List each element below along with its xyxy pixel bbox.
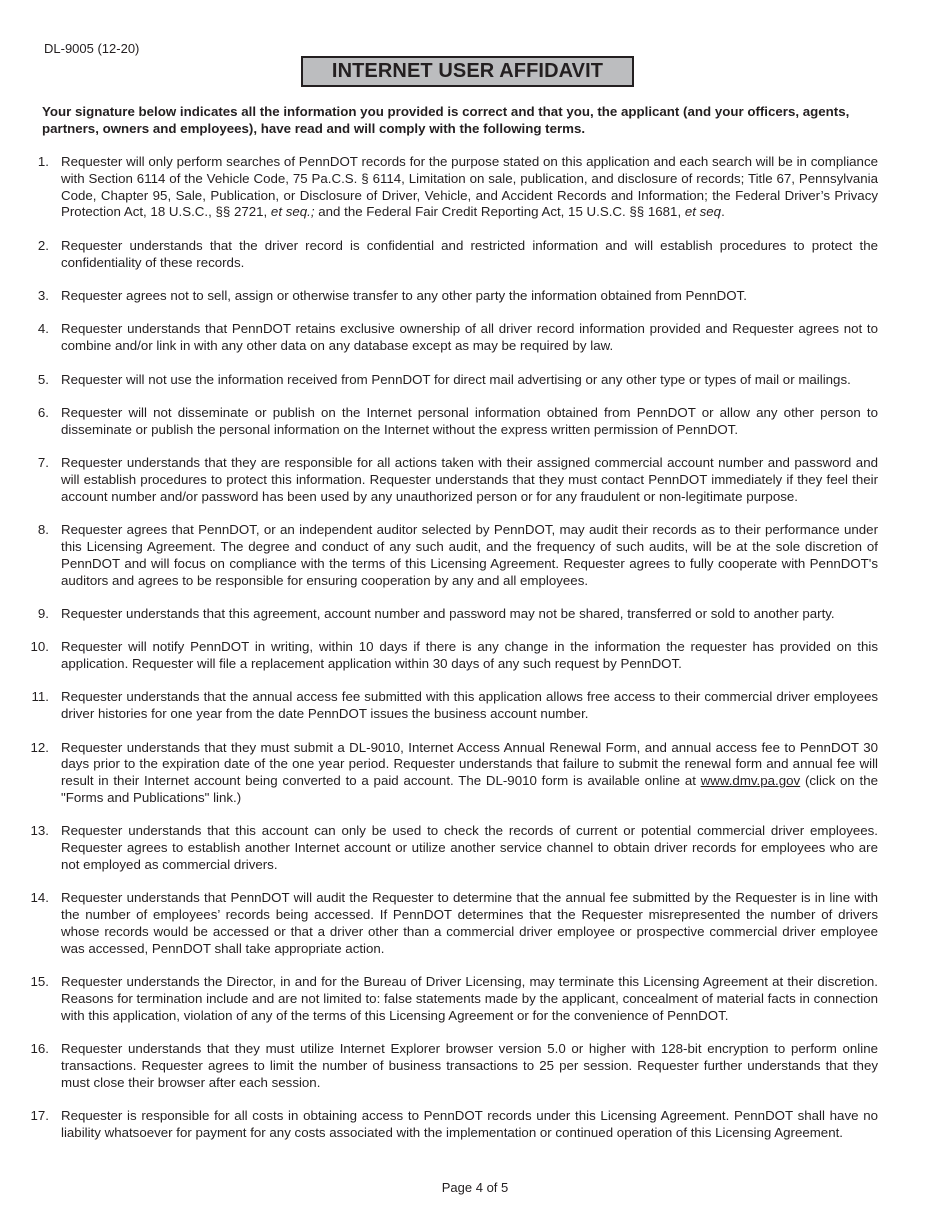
item-number: 6. [37,404,49,420]
item-text: Requester understands that the driver record is confidential and restricted information and will establish procedures to protect the confidentiality of these records. [61,237,878,270]
item-text: Requester understands that the annual access fee submitted with this application allows free access to their commercial driver employees driver histories for one year from the date PennDOT issues the business account number. [61,689,878,722]
dmv-website-link[interactable]: www.dmv.pa.gov [700,773,801,789]
item-number: 14. [30,890,49,906]
list-item [0,372,950,389]
list-item [0,974,950,1024]
item-text: Requester understands that they must submit a DL-9010, Internet Access Annual Renewal Form, and annual access fee to PennDOT 30 days prior to the expiration date of the one year period. Requester understands that failure to submit the renewal form and annual fee will result in their Internet account being converted to a paid account. The DL-9010 form is available online at www.dmv.pa.gov (click on the "Forms and Publications" link.) [61,739,878,806]
list-item [0,740,950,807]
list-item [0,639,950,673]
item-number: 5. [37,371,49,387]
item-number: 4. [37,321,49,337]
list-item [0,455,950,505]
item-text: Requester will notify PennDOT in writing, within 10 days if there is any change in the information the requester has provided on this application. Requester will file a replacement application within 30 days of any such request by PennDOT. [61,639,878,672]
list-item [0,1108,950,1142]
page-title: INTERNET USER AFFIDAVIT [331,60,604,82]
item-text: Requester will not use the information received from PennDOT for direct mail advertising or any other type or types of mail or mailings. [61,371,851,387]
item-text: Requester will not disseminate or publish on the Internet personal information obtained from PennDOT or allow any other person to disseminate or publish the personal information on the Internet without the express written permission of PennDOT. [61,404,878,437]
item-text: Requester understands that PennDOT retains exclusive ownership of all driver record information provided and Requester agrees not to combine and/or link in with any other data on any database except as may be required by law. [61,321,878,354]
form-id: DL-9005 (12-20) [44,41,140,56]
item-text: Requester understands that this account can only be used to check the records of current or potential commercial driver employees. Requester agrees to establish another Internet account or utilize another service channel to obtain driver records for employees who are not employed as commercial drivers. [61,823,878,873]
list-item [0,689,950,723]
item-text: Requester will only perform searches of PennDOT records for the purpose stated on this application and each search will be in compliance with Section 6114 of the Vehicle Code, 75 Pa.C.S. § 6114, Limitation on sale, publication, and disclosure of records; Title 67, Pennsylvania Code, Chapter 95, Sale, Publication, or Disclosure of Driver, Vehicle, and Accident Records and Information; the Federal Driver’s Privacy Protection Act, 18 U.S.C., §§ 2721, et seq.; and the Federal Fair Credit Reporting Act, 15 U.S.C. §§ 1681, et seq. [61,154,878,220]
item-number: 11. [31,689,49,705]
title-box [301,56,634,87]
item-number: 12. [30,739,49,755]
terms-list [0,154,950,1158]
list-item [0,823,950,873]
list-item [0,288,950,305]
intro-paragraph: Your signature below indicates all the information you provided is correct and that you, the applicant (and your officers, agents, partners, owners and employees), have read and will comply with the following terms. [42,104,850,136]
item-number: 3. [37,287,49,303]
item-number: 13. [30,823,49,839]
item-number: 1. [37,154,49,169]
list-item [0,405,950,439]
list-item [0,238,950,272]
list-item [0,321,950,355]
list-item [0,890,950,957]
item-text: Requester agrees that PennDOT, or an independent auditor selected by PennDOT, may audit their records as to their performance under this Licensing Agreement. The degree and conduct of any such audit, and the frequency of such audits, will be at the sole discretion of PennDOT and will focus on compliance with the terms of this Licensing Agreement. Requester agrees to fully cooperate with PennDOT's auditors and agrees to be responsible for ensuring cooperation by any and all employees. [61,522,878,588]
item-number: 17. [30,1108,49,1124]
list-item [0,606,950,623]
item-number: 8. [37,522,49,538]
item-number: 7. [37,455,49,471]
item-text: Requester understands the Director, in and for the Bureau of Driver Licensing, may terminate this Licensing Agreement at their discretion. Reasons for termination include and are not limited to: false statements made by the applicant, concealment of material facts in connection with this application, violation of any of the terms of this Licensing Agreement or for the convenience of PennDOT. [61,974,878,1023]
item-number: 10. [30,639,49,655]
item-text: Requester agrees not to sell, assign or otherwise transfer to any other party the information obtained from PennDOT. [61,287,747,303]
item-text: Requester is responsible for all costs in obtaining access to PennDOT records under this Licensing Agreement. PennDOT shall have no liability whatsoever for payment for any costs associated with the implementation or continued operation of this Licensing Agreement. [61,1108,878,1140]
page-number: Page 4 of 5 [441,1180,509,1195]
list-item [0,154,950,221]
item-number: 15. [30,974,49,990]
item-text: Requester understands that this agreement, account number and password may not be shared, transferred or sold to another party. [61,605,835,621]
list-item [0,1041,950,1091]
item-text: Requester understands that they are responsible for all actions taken with their assigned commercial account number and password and will establish procedures to protect this information. Requester understands that they must contact PennDOT immediately if they feel their account number and/or password has been used by any unauthorized person or for any fraudulent or non-legitimate purpose. [61,455,878,504]
item-text: Requester understands that PennDOT will audit the Requester to determine that the annual fee submitted by the Requester is in line with the number of employees’ records being accessed. If PennDOT determines that the Requester misrepresented the number of drivers whose records would be accessed or that a driver other than a commercial driver employee or prospective commercial driver employee was accessed, PennDOT shall take appropriate action. [61,890,878,956]
list-item [0,522,950,589]
item-text: Requester understands that they must utilize Internet Explorer browser version 5.0 or higher with 128-bit encryption to perform online transactions. Requester agrees to limit the number of business transactions to 25 per session. Requester further understands that they must close their browser after each session. [61,1041,878,1090]
item-number: 16. [30,1041,49,1057]
item-number: 9. [37,605,49,621]
item-number: 2. [37,237,49,253]
